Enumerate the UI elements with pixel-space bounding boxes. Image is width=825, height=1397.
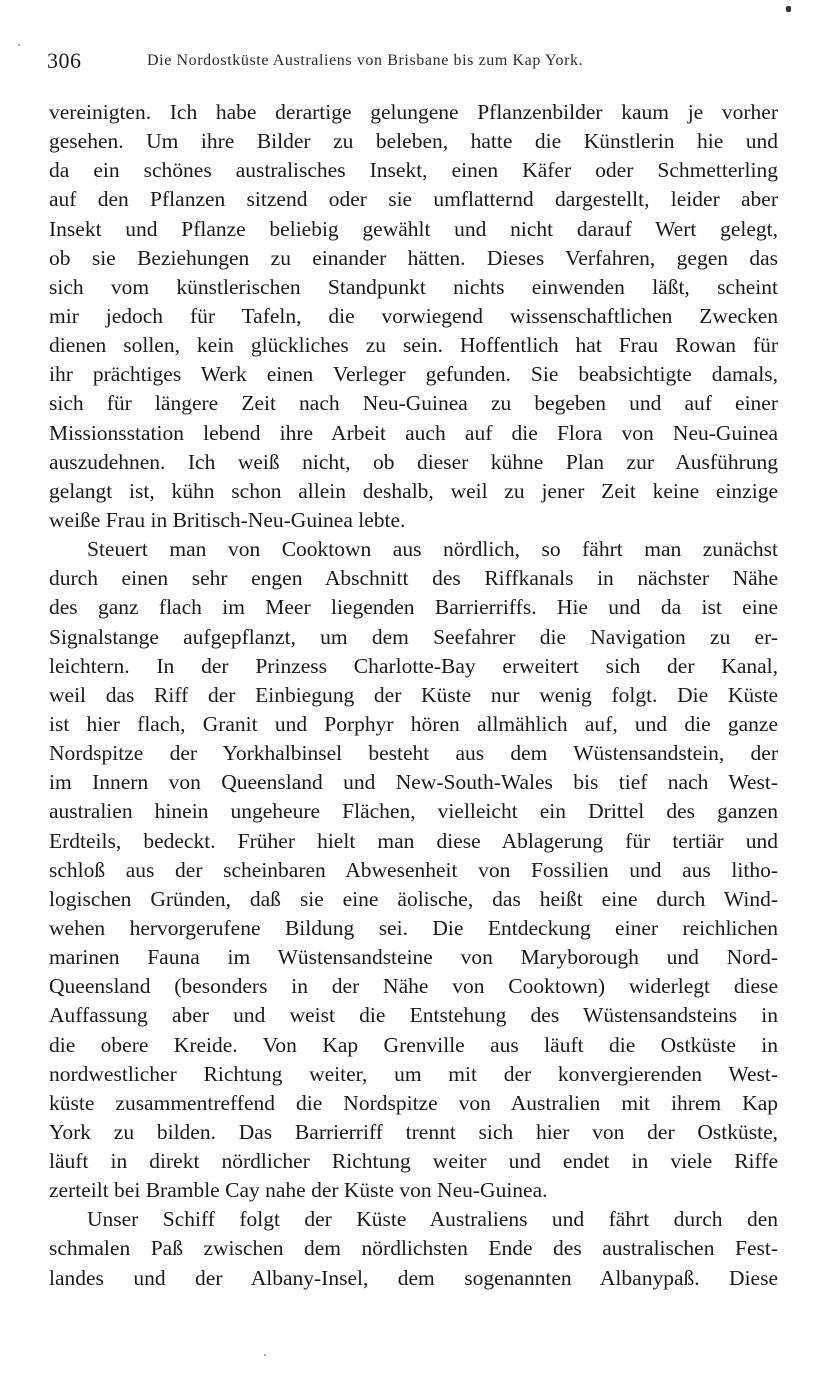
- text-line: weil das Riff der Einbiegung der Küste nur wenig folgt. Die Küste: [49, 682, 778, 707]
- text-line: australien hinein ungeheure Flächen, vielleicht ein Drittel des ganzen: [49, 799, 778, 824]
- text-line: küste zusammentreffend die Nordspitze von Australien mit ihrem Kap: [49, 1090, 778, 1115]
- text-line: Queensland (besonders in der Nähe von Cooktown) widerlegt diese: [49, 974, 778, 999]
- text-line: sich vom künstlerischen Standpunkt nichts einwenden läßt, scheint: [49, 274, 778, 299]
- paper-speck: [18, 44, 20, 46]
- text-line: im Innern von Queensland und New-South-Wales bis tief nach West-: [49, 770, 778, 795]
- text-line: schloß aus der scheinbaren Abwesenheit von Fossilien und aus litho-: [49, 857, 778, 882]
- text-line: Signalstange aufgepflanzt, um dem Seefahrer die Navigation zu er-: [49, 624, 778, 649]
- text-line: ist hier flach, Granit und Porphyr hören allmählich auf, und die ganze: [49, 711, 778, 736]
- text-line: marinen Fauna im Wüstensandsteine von Maryborough und Nord-: [49, 945, 778, 970]
- text-line: durch einen sehr engen Abschnitt des Riffkanals in nächster Nähe: [49, 566, 778, 591]
- paragraph-start-line: Steuert man von Cooktown aus nördlich, so fährt man zunächst: [87, 537, 778, 562]
- text-line: wehen hervorgerufene Bildung sei. Die Entdeckung einer reichlichen: [49, 915, 778, 940]
- paragraph-end-line: weiße Frau in Britisch-Neu-Guinea lebte.: [49, 507, 406, 532]
- paragraph-end-line: zerteilt bei Bramble Cay nahe der Küste von Neu-Guinea.: [49, 1178, 548, 1203]
- text-line: sich für längere Zeit nach Neu-Guinea zu begeben und auf einer: [49, 391, 778, 416]
- text-line: leichtern. In der Prinzess Charlotte-Bay erweitert sich der Kanal,: [49, 653, 778, 678]
- text-line: York zu bilden. Das Barrierriff trennt sich hier von der Ostküste,: [49, 1119, 778, 1144]
- text-line: ob sie Beziehungen zu einander hätten. Dieses Verfahren, gegen das: [49, 245, 778, 270]
- text-line: Erdteils, bedeckt. Früher hielt man diese Ablagerung für tertiär und: [49, 828, 778, 853]
- paragraph-start-line: Unser Schiff folgt der Küste Australiens und fährt durch den: [87, 1207, 778, 1232]
- text-line: dienen sollen, kein glückliches zu sein. Hoffentlich hat Frau Rowan für: [49, 333, 778, 358]
- text-line: läuft in direkt nördlicher Richtung weiter und endet in viele Riffe: [49, 1149, 778, 1174]
- text-line: logischen Gründen, daß sie eine äolische, das heißt eine durch Wind-: [49, 886, 778, 911]
- text-line: nordwestlicher Richtung weiter, um mit der konvergierenden West-: [49, 1061, 778, 1086]
- text-line: schmalen Paß zwischen dem nördlichsten Ende des australischen Fest-: [49, 1236, 778, 1261]
- body-text: [49, 98, 778, 1293]
- running-head: Die Nordostküste Australiens von Brisbane bis zum Kap York.: [147, 52, 584, 69]
- text-line: landes und der Albany-Insel, dem sogenannten Albanypaß. Diese: [49, 1265, 778, 1290]
- text-line: gesehen. Um ihre Bilder zu beleben, hatte die Künstlerin hie und: [49, 129, 778, 154]
- text-line: des ganz flach im Meer liegenden Barrierriffs. Hie und da ist eine: [49, 595, 778, 620]
- text-line: Insekt und Pflanze beliebig gewählt und nicht darauf Wert gelegt,: [49, 216, 778, 241]
- paper-speck: [264, 1354, 266, 1356]
- page-header: [47, 48, 778, 76]
- text-line: da ein schönes australisches Insekt, einen Käfer oder Schmetterling: [49, 158, 778, 183]
- text-line: Auffassung aber und weist die Entstehung des Wüstensandsteins in: [49, 1003, 778, 1028]
- text-line: die obere Kreide. Von Kap Grenville aus läuft die Ostküste in: [49, 1032, 778, 1057]
- page-number: 306: [47, 48, 82, 73]
- text-line: gelangt ist, kühn schon allein deshalb, weil zu jener Zeit keine einzige: [49, 478, 778, 503]
- text-line: auf den Pflanzen sitzend oder sie umflatternd dargestellt, leider aber: [49, 187, 778, 212]
- ink-mark: [786, 6, 791, 12]
- text-line: Nordspitze der Yorkhalbinsel besteht aus dem Wüstensandstein, der: [49, 741, 778, 766]
- text-line: auszudehnen. Ich weiß nicht, ob dieser kühne Plan zur Ausführung: [49, 449, 778, 474]
- text-line: mir jedoch für Tafeln, die vorwiegend wissenschaftlichen Zwecken: [49, 303, 778, 328]
- text-line: vereinigten. Ich habe derartige gelungene Pflanzenbilder kaum je vorher: [49, 100, 778, 124]
- text-line: Missionsstation lebend ihre Arbeit auch auf die Flora von Neu-Guinea: [49, 420, 778, 445]
- text-line: ihr prächtiges Werk einen Verleger gefunden. Sie beabsichtigte damals,: [49, 362, 778, 387]
